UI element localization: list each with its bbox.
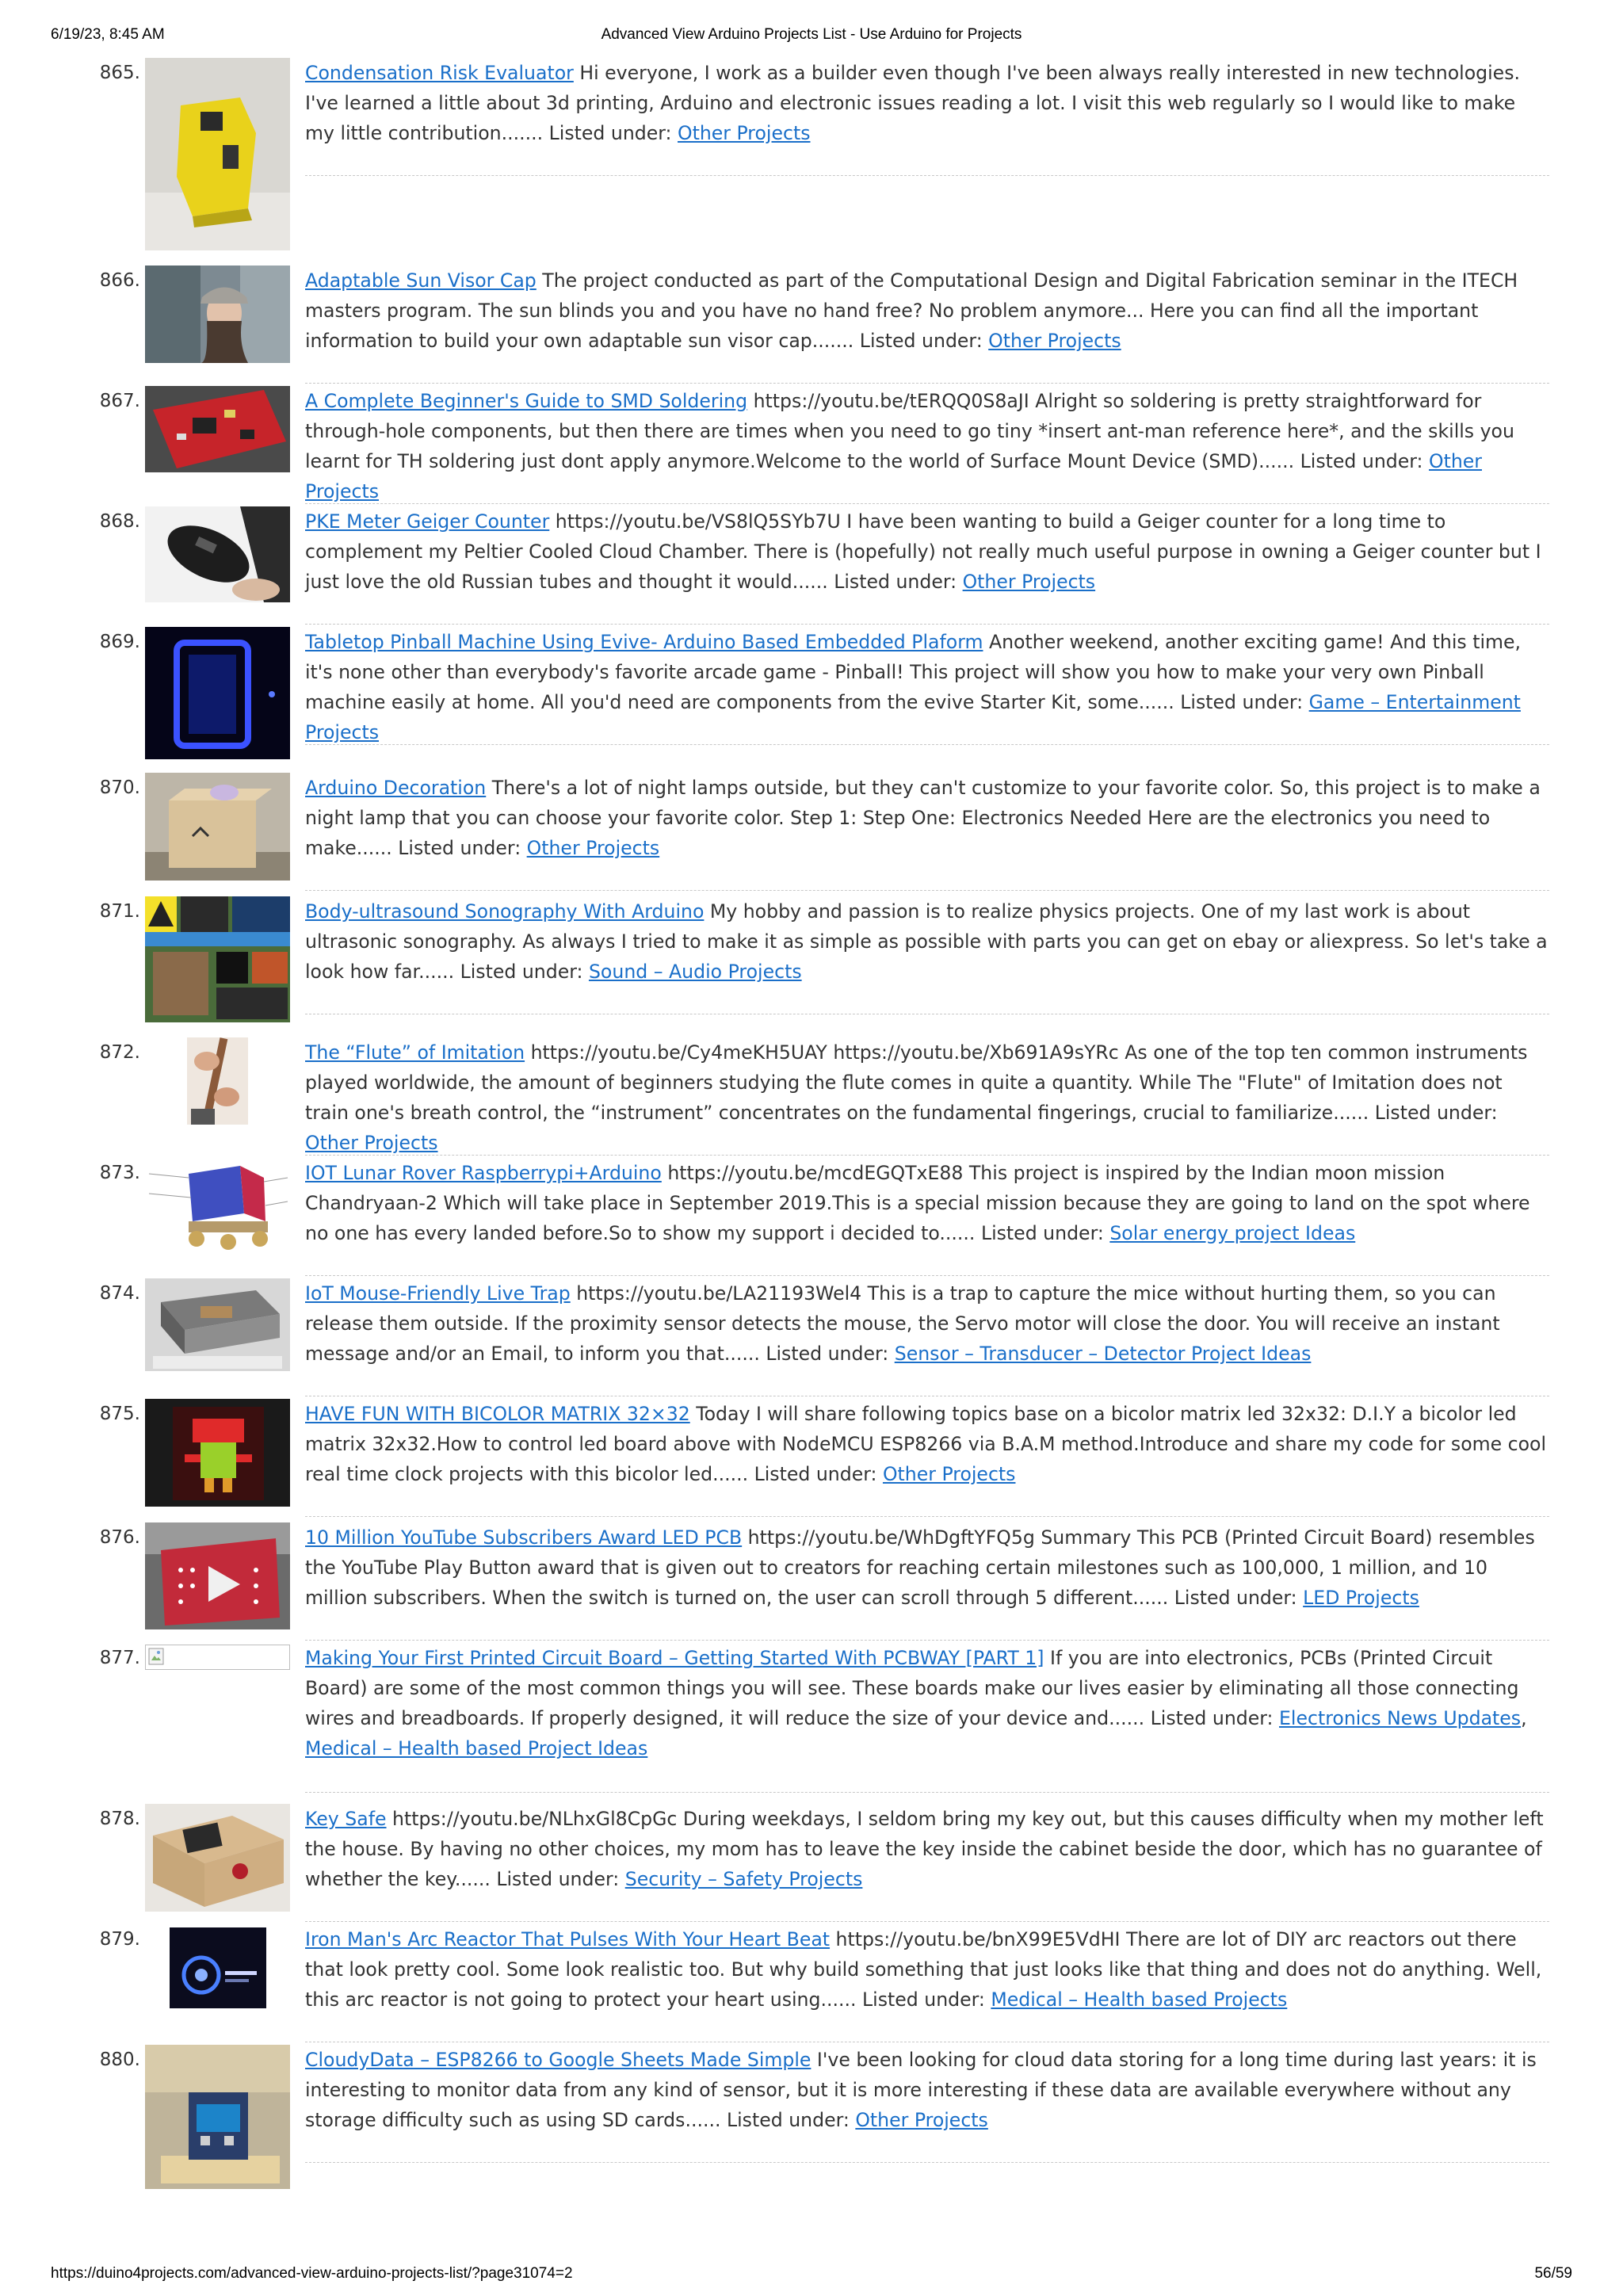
item-text: [305, 1924, 1549, 2015]
divider: [305, 175, 1549, 176]
print-page-title: Advanced View Arduino Projects List - Use Arduino for Projects: [601, 26, 1022, 43]
listed-under-label: Listed under:: [398, 837, 521, 859]
listed-under-label: Listed under:: [754, 1463, 877, 1485]
project-description: https://youtu.be/Cy4meKH5UAY https://youtu.be/Xb691A9sYRc As one of the top ten common instruments played worldwide, the amount of beginners studying the flute comes in quite a quantity. While The "Flute" of Imitation does not train one's breath control, the “instrument” concentrates on the fundamental fingerings, crucial to familiarize......: [305, 1041, 1528, 1124]
project-title-link[interactable]: Adaptable Sun Visor Cap: [305, 269, 537, 292]
category-link[interactable]: Other Projects: [305, 450, 1482, 502]
item-text: [305, 386, 1549, 506]
item-number: 873.: [99, 1163, 140, 1183]
divider: [305, 1792, 1549, 1793]
listed-under-label: Listed under:: [766, 1343, 889, 1365]
listed-under-label: Listed under:: [1174, 1587, 1297, 1609]
esp8266-board-stand-icon[interactable]: [145, 2045, 290, 2189]
item-number: 874.: [99, 1283, 140, 1304]
project-description: https://youtu.be/mcdEGQTxE88 This project is inspired by the Indian moon mission Chandryaan-2 Which will take place in September 2019.This is a special mission because they are going to land on the spot where no one has every landed before.So to show my support i decided to......: [305, 1162, 1530, 1244]
broken-image-icon[interactable]: [145, 1645, 290, 1670]
category-link[interactable]: LED Projects: [1303, 1587, 1419, 1609]
project-description: Hi everyone, I work as a builder even though I've been always really interested in new technologies. I've learned a little about 3d printing, Arduino and electronic issues reading a lot. I visit this web regularly so I would like to make my little contribution.......: [305, 62, 1520, 144]
listed-under-label: Listed under:: [548, 122, 672, 144]
woman-wearing-cap-icon[interactable]: [145, 266, 290, 363]
item-number: 871.: [99, 901, 140, 922]
project-description: https://youtu.be/tERQQ0S8aJI Alright so soldering is pretty straightforward for through-hole components, but then there are times when you need to go tiny *insert ant-man reference here*, and the skills you learnt for TH soldering just dont apply anymore.Welcome to the world of Surface Mount Device (SMD)......: [305, 390, 1514, 472]
mouse-trap-render-icon[interactable]: [145, 1278, 290, 1371]
sonography-collage-icon[interactable]: [145, 896, 290, 1022]
project-description: https://youtu.be/VS8lQ5SYb7U I have been wanting to build a Geiger counter for a long time to complement my Peltier Cooled Cloud Chamber. There is (hopefully) not really much useful purpose in owning a Geiger counter but I just love the old Russian tubes and thought it would......: [305, 510, 1541, 593]
category-link[interactable]: Other Projects: [962, 571, 1096, 593]
item-number: 876.: [99, 1527, 140, 1548]
project-title-link[interactable]: Making Your First Printed Circuit Board – Getting Started With PCBWAY [PART 1]: [305, 1647, 1044, 1669]
category-link[interactable]: Sound – Audio Projects: [588, 961, 802, 983]
project-title-link[interactable]: Arduino Decoration: [305, 777, 487, 799]
item-number: 879.: [99, 1929, 140, 1950]
divider: [305, 383, 1549, 384]
listed-under-label: Listed under:: [1300, 450, 1423, 472]
project-description: The project conducted as part of the Computational Design and Digital Fabrication seminar in the ITECH masters program. The sun blinds you and you have no hand free? No problem anymore... Here you can find all the important information to build your own adaptable sun visor cap.......: [305, 269, 1518, 352]
print-footer: [0, 2265, 1623, 2284]
project-description: https://youtu.be/NLhxGl8CpGc During weekdays, I seldom bring my key out, but this causes difficulty when my mother left the house. By having no other choices, my mom has to leave the key inside the cabinet beside the door, which has no guarantee of whether the key......: [305, 1808, 1544, 1890]
item-text: [305, 1804, 1549, 1894]
item-text: [305, 773, 1549, 863]
project-description: https://youtu.be/LA21193Wel4 This is a trap to capture the mice without hurting them, so you can release them outside. If the proximity sensor detects the mouse, the Servo motor will close the door. You will receive an instant message and/or an Email, to inform you that......: [305, 1282, 1500, 1365]
divider: [305, 503, 1549, 504]
category-link[interactable]: Solar energy project Ideas: [1109, 1222, 1356, 1244]
divider: [305, 624, 1549, 625]
category-link[interactable]: Other Projects: [526, 837, 660, 859]
led-matrix-icon[interactable]: [145, 1399, 290, 1507]
wooden-key-box-icon[interactable]: [145, 1804, 290, 1912]
project-description: There's a lot of night lamps outside, but they can't customize to your favorite color. So, this project is to make a night lamp that you can choose your favorite color. Step 1: Step One: Electronics Needed Here are the electronics you need to make......: [305, 777, 1541, 859]
project-title-link[interactable]: IOT Lunar Rover Raspberrypi+Arduino: [305, 1162, 662, 1184]
item-text: [305, 266, 1549, 356]
project-title-link[interactable]: HAVE FUN WITH BICOLOR MATRIX 32×32: [305, 1403, 690, 1425]
item-text: [305, 1399, 1549, 1489]
category-link[interactable]: Other Projects: [988, 330, 1121, 352]
project-title-link[interactable]: Body-ultrasound Sonography With Arduino: [305, 900, 705, 923]
rover-diagram-icon[interactable]: [145, 1158, 290, 1255]
project-description: https://youtu.be/bnX99E5VdHI There are lot of DIY arc reactors out there that look pretty cool. Some look realistic too. But why build something that just looks like that thing and does not do anything. Well, this arc reactor is not going to protect your heart using......: [305, 1928, 1542, 2011]
listed-under-label: Listed under:: [1374, 1102, 1498, 1124]
item-number: 877.: [99, 1648, 140, 1668]
wooden-lamp-box-icon[interactable]: [145, 773, 290, 881]
item-number: 869.: [99, 632, 140, 652]
project-title-link[interactable]: The “Flute” of Imitation: [305, 1041, 525, 1064]
listed-under-label: Listed under:: [1150, 1707, 1274, 1729]
item-text: [305, 1522, 1549, 1613]
hands-on-flute-icon[interactable]: [187, 1037, 248, 1125]
divider: [305, 744, 1549, 745]
listed-under-label: Listed under:: [1180, 691, 1304, 713]
divider: [305, 890, 1549, 891]
yellow-3d-printed-enclosure-icon[interactable]: [145, 58, 290, 250]
category-link[interactable]: Other Projects: [882, 1463, 1016, 1485]
print-url: https://duino4projects.com/advanced-view-arduino-projects-list/?page31074=2: [51, 2265, 573, 2282]
project-description: https://youtu.be/WhDgftYFQ5g Summary This PCB (Printed Circuit Board) resembles the YouTube Play Button award that is given out to creators for reaching certain milestones such as 100,000, 1 million, and 10 million subscribers. When the switch is turned on, the user can scroll through 5 different......: [305, 1526, 1535, 1609]
divider: [305, 1640, 1549, 1641]
arc-reactor-icon[interactable]: [170, 1927, 266, 2008]
project-title-link[interactable]: Condensation Risk Evaluator: [305, 62, 574, 84]
project-description: My hobby and passion is to realize physics projects. One of my last work is about ultrasonic sonography. As always I tried to make it as simple as possible with parts you can get on ebay or aliexpress. So let's take a look how far......: [305, 900, 1548, 983]
category-link-2[interactable]: Medical – Health based Project Ideas: [305, 1737, 648, 1759]
listed-under-label: Listed under:: [496, 1868, 620, 1890]
print-header: [0, 26, 1623, 45]
item-number: 872.: [99, 1042, 140, 1063]
item-text: Making Your First Printed Circuit Board – Getting Started With PCBWAY [PART 1] If you are into electronics, PCBs (Printed Circuit Board) are some of the most common things you will see. These boards make our lives easier by eliminating all those connecting wires and breadboards. If properly designed, it will reduce the size of your device and...... Listed under: Electronics News Updates, Medical – Health based Project Ideas: [305, 1647, 1527, 1759]
listed-under-label: Listed under:: [834, 571, 957, 593]
project-description: Another weekend, another exciting game! And this time, it's none other than everybody's favorite arcade game - Pinball! This project will show you how to make your very own Pinball machine easily at home. All you'd need are components from the evive Starter Kit, some......: [305, 631, 1522, 713]
listed-under-label: Listed under:: [862, 1988, 985, 2011]
divider: [305, 1516, 1549, 1517]
project-title-link[interactable]: IoT Mouse-Friendly Live Trap: [305, 1282, 571, 1305]
play-button-pcb-icon[interactable]: [145, 1522, 290, 1629]
item-text: [305, 1158, 1549, 1248]
category-link[interactable]: Electronics News Updates: [1279, 1707, 1522, 1729]
item-number: 878.: [99, 1809, 140, 1829]
divider: [305, 1155, 1549, 1156]
divider: [305, 2162, 1549, 2163]
category-link[interactable]: Sensor – Transducer – Detector Project Ideas: [894, 1343, 1312, 1365]
project-title-link[interactable]: 10 Million YouTube Subscribers Award LED PCB: [305, 1526, 743, 1549]
item-number: 867.: [99, 391, 140, 411]
red-pcb-icon[interactable]: [145, 386, 290, 472]
project-title-link[interactable]: A Complete Beginner's Guide to SMD Soldering: [305, 390, 748, 412]
item-text: [305, 1278, 1549, 1369]
project-title-link[interactable]: Key Safe: [305, 1808, 387, 1830]
item-number: 868.: [99, 511, 140, 532]
item-number: 865.: [99, 63, 140, 83]
project-title-link[interactable]: Iron Man's Arc Reactor That Pulses With Your Heart Beat: [305, 1928, 831, 1950]
category-link[interactable]: Other Projects: [855, 2109, 988, 2131]
category-link[interactable]: Security – Safety Projects: [624, 1868, 863, 1890]
item-text: [305, 896, 1549, 987]
category-link[interactable]: Other Projects: [678, 122, 811, 144]
item-number: 866.: [99, 270, 140, 291]
project-description: If you are into electronics, PCBs (Printed Circuit Board) are some of the most common things you will see. These boards make our lives easier by eliminating all those connecting wires and breadboards. If properly designed, it will reduce the size of your device and......: [305, 1647, 1519, 1729]
print-page-number: 56/59: [1534, 2265, 1572, 2282]
divider: [305, 1275, 1549, 1276]
blue-led-pinball-icon[interactable]: [145, 627, 290, 759]
print-datetime: 6/19/23, 8:45 AM: [51, 26, 165, 43]
item-text: [305, 2045, 1549, 2135]
category-link[interactable]: Other Projects: [305, 1132, 438, 1154]
item-text: [305, 58, 1549, 148]
project-description: I've been looking for cloud data storing for a long time during last years: it is interesting to monitor data from any kind of sensor, but it is more interesting if these data are available everywhere without any storage difficulty such as using SD cards......: [305, 2049, 1537, 2131]
category-link[interactable]: Medical – Health based Projects: [991, 1988, 1288, 2011]
category-link[interactable]: Game – Entertainment Projects: [305, 691, 1521, 743]
item-number: 870.: [99, 777, 140, 798]
item-text: [305, 1037, 1549, 1158]
item-text: [305, 506, 1549, 597]
project-title-link[interactable]: Tabletop Pinball Machine Using Evive- Arduino Based Embedded Plaform: [305, 631, 983, 653]
listed-under-label: Listed under:: [726, 2109, 850, 2131]
item-text: [305, 627, 1549, 747]
listed-under-label: Listed under:: [460, 961, 583, 983]
item-number: 880.: [99, 2050, 140, 2070]
project-title-link[interactable]: CloudyData – ESP8266 to Google Sheets Made Simple: [305, 2049, 812, 2071]
handheld-meter-icon[interactable]: [145, 506, 290, 602]
item-number: 875.: [99, 1404, 140, 1424]
divider: [305, 1921, 1549, 1922]
project-title-link[interactable]: PKE Meter Geiger Counter: [305, 510, 550, 533]
project-description: Today I will share following topics base on a bicolor matrix led 32x32: D.I.Y a bicolor led matrix 32x32.How to control led board above with NodeMCU ESP8266 via B.A.M method.Introduce and share my code for some cool real time clock projects with this bicolor led......: [305, 1403, 1547, 1485]
listed-under-label: Listed under:: [980, 1222, 1104, 1244]
listed-under-label: Listed under:: [859, 330, 983, 352]
